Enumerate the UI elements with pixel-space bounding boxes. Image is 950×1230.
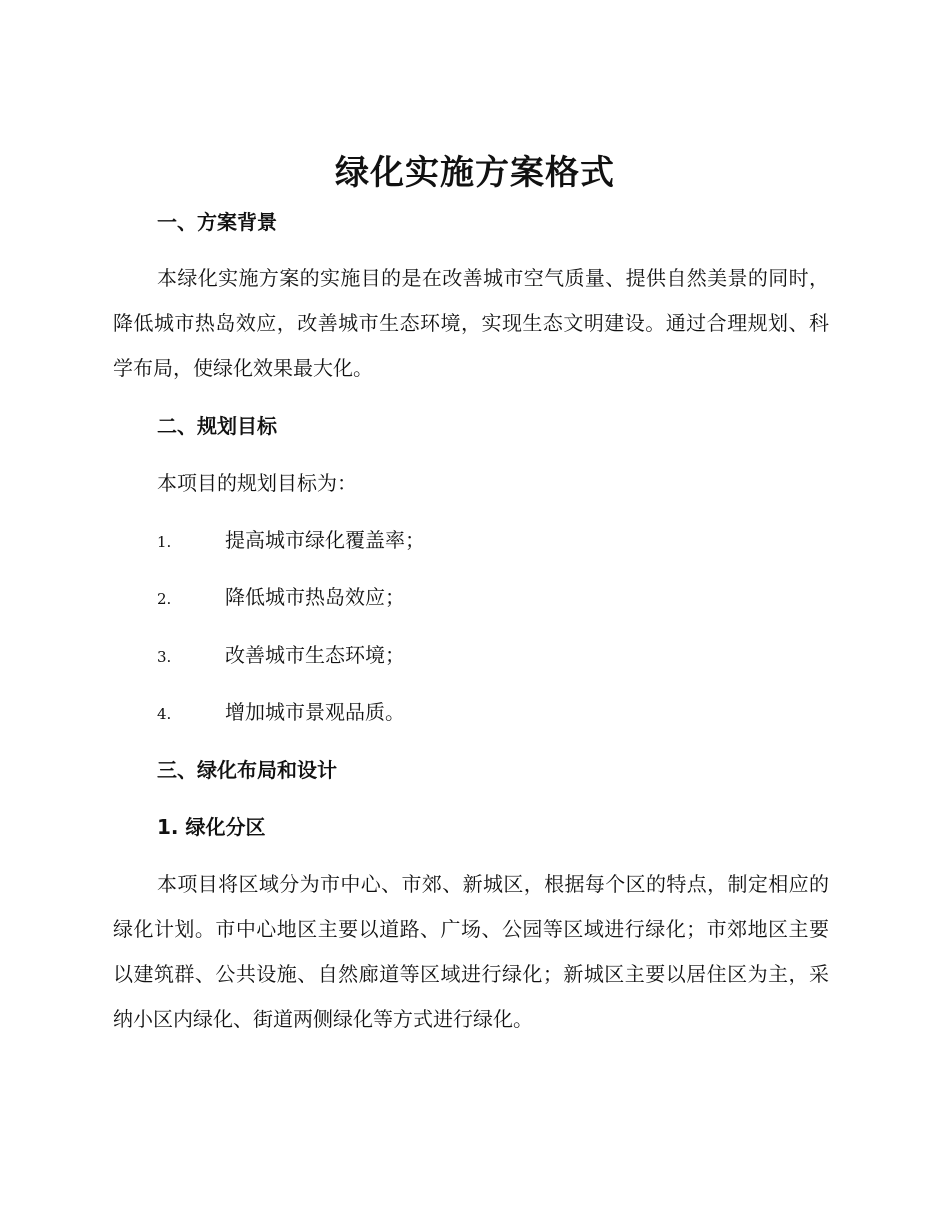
- subsection-heading-zoning: 1. 绿化分区: [157, 815, 266, 839]
- list-item: [157, 582, 405, 614]
- list-item: [157, 697, 405, 729]
- document-title: 绿化实施方案格式: [335, 153, 615, 193]
- list-item-number: 4.: [157, 705, 172, 723]
- list-item: [157, 525, 425, 557]
- zoning-paragraph: 本项目将区域分为市中心、市郊、新城区，根据每个区的特点，制定相应的绿化计划。市中心地区主要以道路、广场、公园等区域进行绿化；市郊地区主要以建筑群、公共设施、自然廊道等区域进行绿化；新城区主要以居住区为主，采纳小区内绿化、街道两侧绿化等方式进行绿化。: [113, 872, 829, 1031]
- goals-intro: 本项目的规划目标为：: [157, 471, 357, 495]
- list-item-number: 2.: [157, 590, 172, 608]
- list-item-text: 改善城市生态环境；: [225, 643, 405, 667]
- section-heading-background: 一、方案背景: [157, 210, 277, 234]
- list-item-number: 1.: [157, 533, 172, 551]
- section-heading-goals: 二、规划目标: [157, 414, 277, 438]
- list-item: [157, 640, 405, 672]
- list-item-text: 提高城市绿化覆盖率；: [225, 528, 425, 552]
- section-heading-layout: 三、绿化布局和设计: [157, 758, 337, 782]
- background-paragraph: 本绿化实施方案的实施目的是在改善城市空气质量、提供自然美景的同时，降低城市热岛效应，改善城市生态环境，实现生态文明建设。通过合理规划、科学布局，使绿化效果最大化。: [113, 266, 829, 380]
- list-item-text: 增加城市景观品质。: [225, 700, 405, 724]
- list-item-text: 降低城市热岛效应；: [225, 585, 405, 609]
- list-item-number: 3.: [157, 648, 172, 666]
